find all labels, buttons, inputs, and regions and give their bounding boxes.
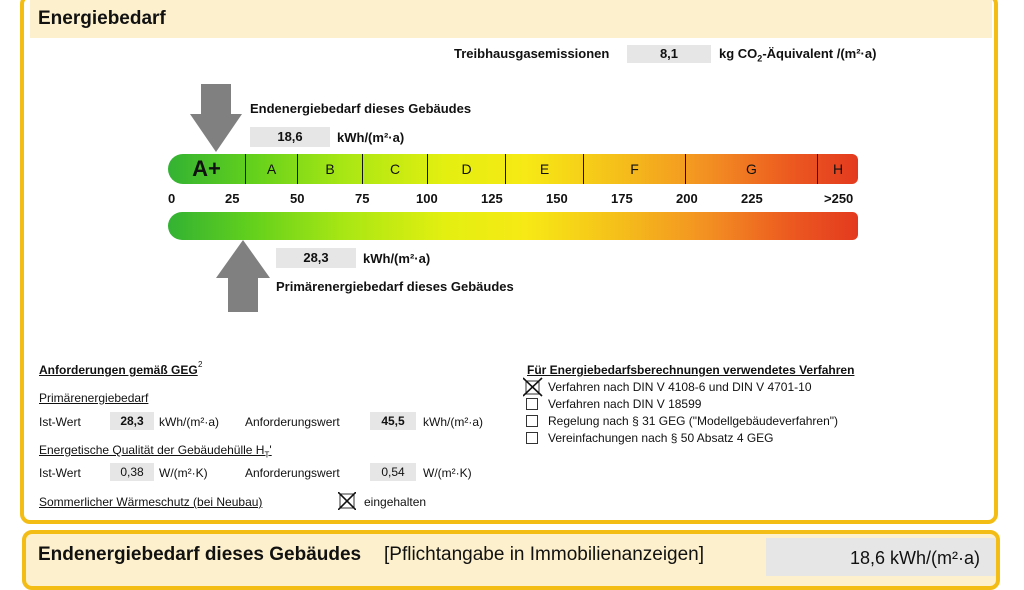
primary-energy-arrow-icon [216,240,270,312]
class-label: G [746,161,757,177]
section-header [30,0,992,38]
primary-energy-unit: kWh/(m²·a) [363,251,431,266]
requirement-label: Anforderungswert [245,466,340,480]
emissions-value: 8,1 [627,45,711,63]
class-label: E [539,161,550,177]
method-checkbox[interactable] [526,432,538,444]
methods-title: Für Energiebedarfsberechnungen verwendetes Verfahren [527,363,855,377]
class-label: D [461,161,472,177]
scale-tick: 150 [546,191,568,206]
requirement-value: 45,5 [370,412,416,430]
requirements-footnote: 2 [198,360,203,369]
requirements-title: Anforderungen gemäß GEG [39,363,198,377]
emissions-label: Treibhausgasemissionen [454,46,610,61]
scale-tick: >250 [824,191,854,206]
checked-checkbox-icon[interactable] [523,377,543,397]
summer-protection-label: Sommerlicher Wärmeschutz (bei Neubau) [39,495,263,509]
summer-protection-status: eingehalten [364,495,427,509]
primary-requirement-title: Primärenergiebedarf [39,391,149,405]
class-label: A+ [192,156,221,181]
requirement-value: 0,54 [370,463,416,481]
scale-tick: 50 [290,191,305,206]
primary-energy-scale [168,212,858,240]
scale-tick: 75 [355,191,370,206]
scale-tick: 175 [611,191,633,206]
summary-note: [Pflichtangabe in Immobilienanzeigen] [384,544,705,565]
ist-unit: W/(m²·K) [159,466,208,480]
summary-value: 18,6 kWh/(m²·a) [850,548,981,568]
end-energy-label: Endenergiebedarf dieses Gebäudes [250,101,472,116]
ist-value: 28,3 [110,412,154,430]
class-label: F [630,161,639,177]
checked-checkbox-icon[interactable] [338,492,356,510]
scale-tick: 225 [741,191,763,206]
class-label: H [832,161,844,177]
requirement-unit: kWh/(m²·a) [423,415,483,429]
method-checkbox[interactable] [526,398,538,410]
emissions-unit: kg $CO_2$-Äquivalent /(m²·a) [719,46,877,64]
class-label: A [266,161,277,177]
summary-title: Endenergiebedarf dieses Gebäudes [38,544,362,565]
method-option-label: Regelung nach § 31 GEG ("Modellgebäudeverfahren") [548,414,839,428]
method-option-label: Vereinfachungen nach § 50 Absatz 4 GEG [548,431,774,445]
scale-tick: 125 [481,191,503,206]
scale-tick: 0 [168,191,176,206]
end-energy-unit: kWh/(m²·a) [337,130,405,145]
envelope-title: Energetische Qualität der Gebäudehülle $H_T'$ [39,443,272,460]
ist-value: 0,38 [110,463,154,481]
method-checkbox[interactable] [526,415,538,427]
ist-label: Ist-Wert [39,415,81,429]
end-energy-value: 18,6 [250,127,330,147]
class-label: B [325,161,335,177]
method-option-label: Verfahren nach DIN V 4108-6 und DIN V 4701-10 [548,380,812,394]
primary-energy-label: Primärenergiebedarf dieses Gebäudes [276,279,514,294]
scale-tick: 100 [416,191,438,206]
requirement-label: Anforderungswert [245,415,340,429]
primary-energy-value: 28,3 [276,248,356,268]
ist-label: Ist-Wert [39,466,81,480]
requirement-unit: W/(m²·K) [423,466,472,480]
end-energy-arrow-icon [190,84,242,154]
class-label: C [389,161,401,177]
scale-tick: 25 [225,191,240,206]
section-title: Energiebedarf [38,8,166,29]
method-option-label: Verfahren nach DIN V 18599 [548,397,702,411]
energy-class-scale [168,154,858,184]
ist-unit: kWh/(m²·a) [159,415,219,429]
scale-tick: 200 [676,191,698,206]
